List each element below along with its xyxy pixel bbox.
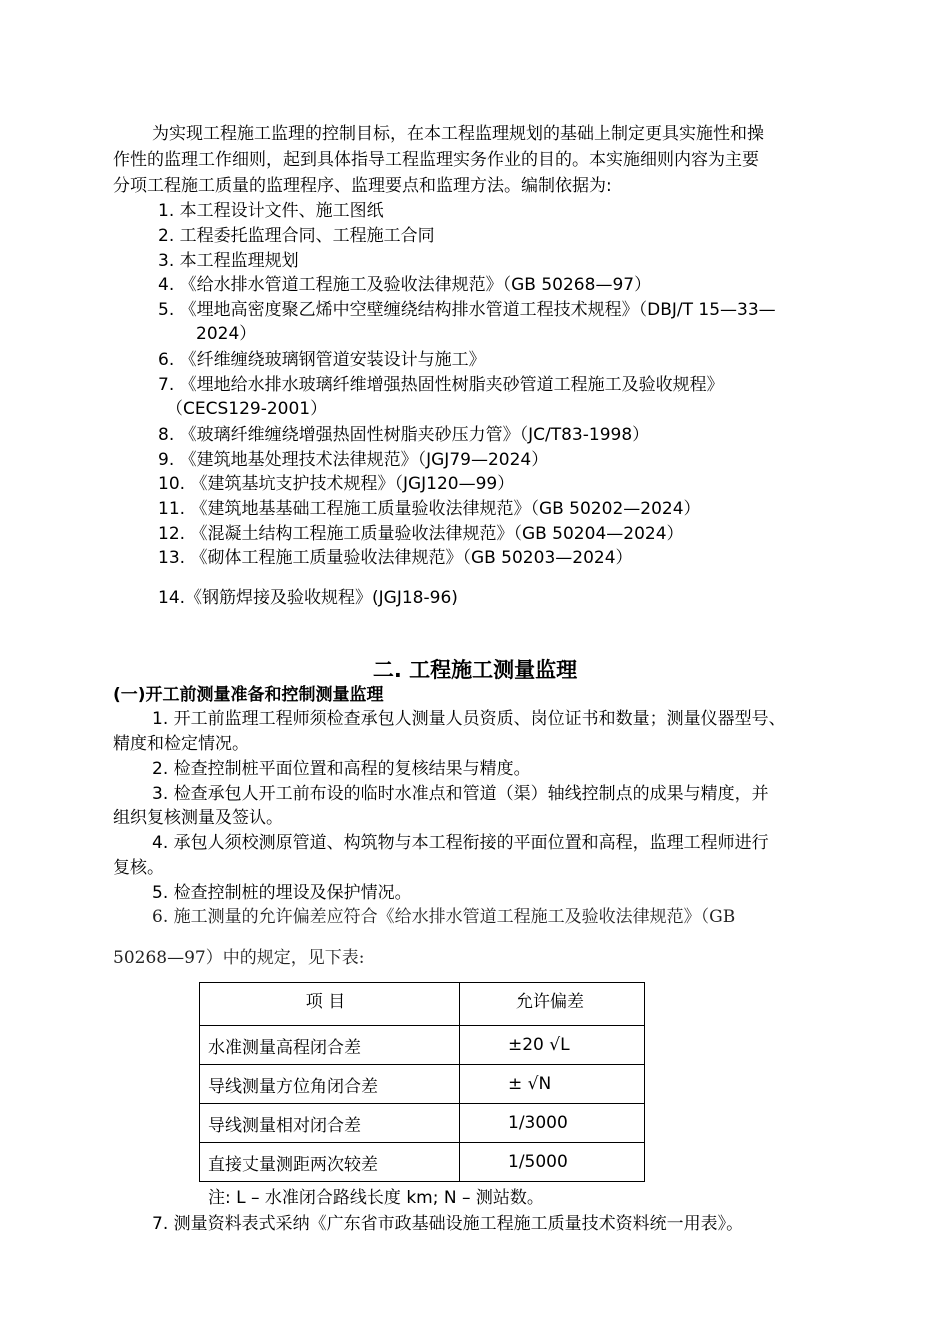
step-7: 7. 测量资料表式采纳《广东省市政基础设施工程施工质量技术资料统一用表》。 (152, 1214, 744, 1234)
basis-item-11: 11. 《建筑地基基础工程施工质量验收法律规范》（GB 50202—2024） (158, 499, 701, 519)
basis-item-5: 5. 《埋地高密度聚乙烯中空壁缠绕结构排水管道工程技术规程》（DBJ/T 15—33— (158, 300, 776, 320)
table-row (200, 1104, 645, 1143)
table-row (200, 1065, 645, 1104)
row-tolerance: ± √N (460, 1065, 645, 1104)
table-row (200, 1026, 645, 1065)
step-3: 3. 检查承包人开工前布设的临时水准点和管道（渠）轴线控制点的成果与精度，并 (152, 784, 769, 804)
step-6: 6. 施工测量的允许偏差应符合《给水排水管道工程施工及验收法律规范》（GB (152, 907, 736, 927)
basis-item-13: 13. 《砌体工程施工质量验收法律规范》（GB 50203—2024） (158, 548, 633, 568)
section-title: 二. 工程施工测量监理 (372, 658, 578, 682)
table-header-row (200, 983, 645, 1026)
header-item: 项 目 (200, 983, 460, 1026)
row-item: 直接丈量测距两次较差 (200, 1143, 460, 1182)
row-tolerance: 1/5000 (460, 1143, 645, 1182)
tolerance-table (199, 982, 645, 1182)
header-tolerance: 允许偏差 (460, 983, 645, 1026)
step-1-cont: 精度和检定情况。 (113, 734, 249, 754)
step-6-cont: 50268—97）中的规定，见下表: (113, 948, 365, 968)
basis-item-9: 9. 《建筑地基处理技术法律规范》（JGJ79—2024） (158, 450, 549, 470)
basis-item-5-cont: 2024） (196, 324, 257, 344)
intro-line-3: 分项工程施工质量的监理程序、监理要点和监理方法。编制依据为: (113, 176, 612, 196)
basis-item-7-cont: （CECS129-2001） (166, 399, 328, 419)
basis-item-10: 10. 《建筑基坑支护技术规程》（JGJ120—99） (158, 474, 515, 494)
intro-line-1: 为实现工程施工监理的控制目标，在本工程监理规划的基础上制定更具实施性和操 (152, 124, 764, 144)
row-item: 水准测量高程闭合差 (200, 1026, 460, 1065)
row-tolerance: 1/3000 (460, 1104, 645, 1143)
basis-item-6: 6. 《纤维缠绕玻璃钢管道安装设计与施工》 (158, 350, 486, 370)
table-note: 注: L – 水准闭合路线长度 km; N – 测站数。 (208, 1188, 544, 1208)
step-3-cont: 组织复核测量及签认。 (113, 808, 283, 828)
row-tolerance: ±20 √L (460, 1026, 645, 1065)
row-item: 导线测量方位角闭合差 (200, 1065, 460, 1104)
intro-line-2: 作性的监理工作细则，起到具体指导工程监理实务作业的目的。本实施细则内容为主要 (113, 150, 759, 170)
basis-item-8: 8. 《玻璃纤维缠绕增强热固性树脂夹砂压力管》（JC/T83-1998） (158, 425, 650, 445)
basis-item-1: 1. 本工程设计文件、施工图纸 (158, 201, 384, 221)
step-4-cont: 复核。 (113, 858, 164, 878)
basis-item-7: 7. 《埋地给水排水玻璃纤维增强热固性树脂夹砂管道工程施工及验收规程》 (158, 375, 724, 395)
basis-item-4: 4. 《给水排水管道工程施工及验收法律规范》（GB 50268—97） (158, 275, 652, 295)
basis-item-3: 3. 本工程监理规划 (158, 251, 299, 271)
row-item: 导线测量相对闭合差 (200, 1104, 460, 1143)
basis-item-14: 14.《钢筋焊接及验收规程》(JGJ18-96) (158, 588, 458, 608)
subsection-title: (一)开工前测量准备和控制测量监理 (113, 685, 384, 705)
basis-item-2: 2. 工程委托监理合同、工程施工合同 (158, 226, 435, 246)
basis-item-12: 12. 《混凝土结构工程施工质量验收法律规范》（GB 50204—2024） (158, 524, 684, 544)
step-1: 1. 开工前监理工程师须检查承包人测量人员资质、岗位证书和数量；测量仪器型号、 (152, 709, 786, 729)
step-2: 2. 检查控制桩平面位置和高程的复核结果与精度。 (152, 759, 531, 779)
step-4: 4. 承包人须校测原管道、构筑物与本工程衔接的平面位置和高程，监理工程师进行 (152, 833, 769, 853)
step-5: 5. 检查控制桩的埋设及保护情况。 (152, 883, 412, 903)
table-row (200, 1143, 645, 1182)
